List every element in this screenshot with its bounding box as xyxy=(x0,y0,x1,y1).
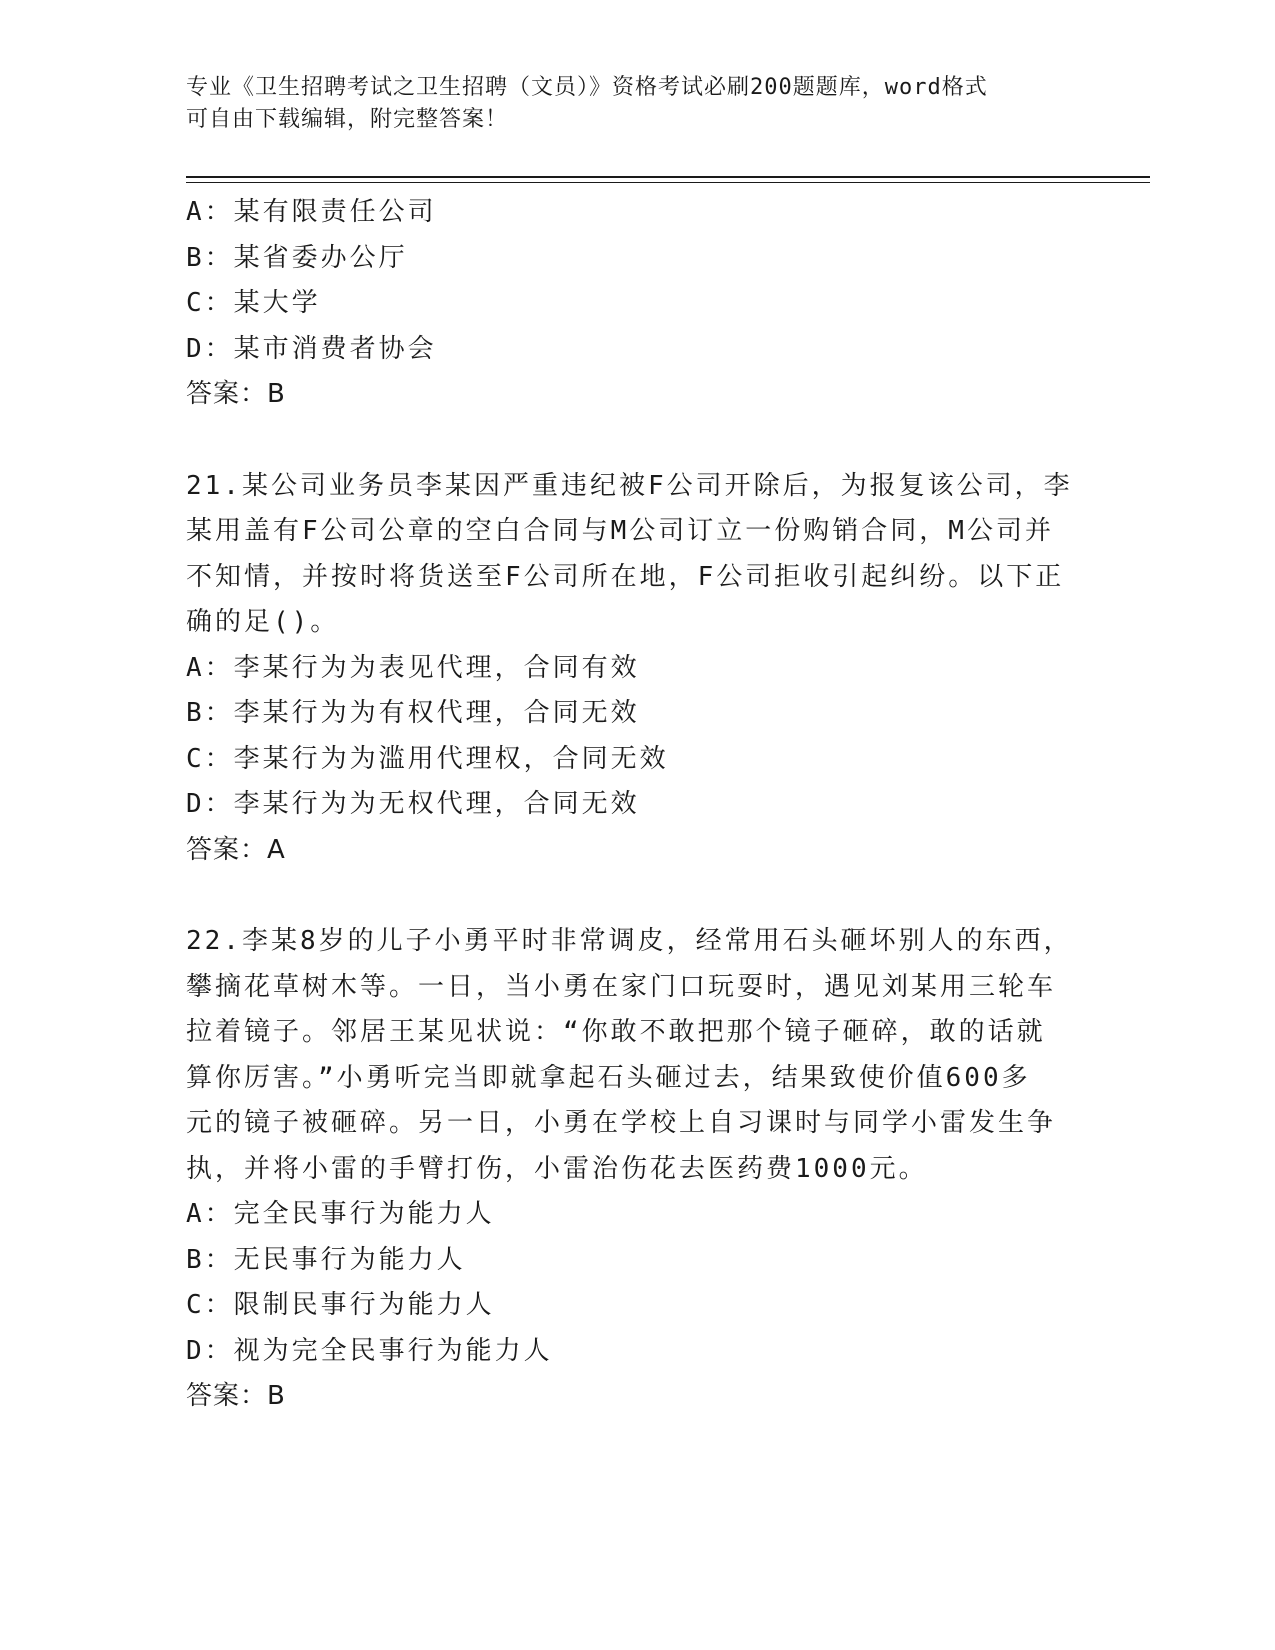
question-stem-line: 执，并将小雷的手臂打伤，小雷治伤花去医药费1000元。 xyxy=(186,1153,928,1184)
question-stem-line: 拉着镜子。邻居王某见状说：“你敢不敢把那个镜子砸碎，敢的话就 xyxy=(186,1017,1046,1047)
option-b: B：李某行为为有权代理，合同无效 xyxy=(186,698,640,728)
option-d: D：某市消费者协会 xyxy=(186,333,437,364)
question-stem-line: 22.李某8岁的儿子小勇平时非常调皮，经常用石头砸坏别人的东西， xyxy=(186,926,1073,956)
question-stem-line: 攀摘花草树木等。一日，当小勇在家门口玩耍时，遇见刘某用三轮车 xyxy=(186,971,1057,1002)
answer: 答案：A xyxy=(186,834,286,865)
question-stem-line: 不知情，并按时将货送至F公司所在地，F公司拒收引起纠纷。以下正 xyxy=(186,561,1065,592)
option-c: C：某大学 xyxy=(186,288,321,318)
spacer xyxy=(186,418,1086,464)
question-stem-line: 21.某公司业务员李某因严重违纪被F公司开除后，为报复该公司，李 xyxy=(186,470,1073,501)
option-c: C：李某行为为滥用代理权，合同无效 xyxy=(186,743,669,774)
question-stem-line: 算你厉害。”小勇听完当即就拿起石头砸过去，结果致使价值600多 xyxy=(186,1062,1031,1093)
question-21 xyxy=(186,464,1086,874)
page-header xyxy=(186,72,1076,136)
question-20 xyxy=(186,190,1086,418)
answer: 答案：B xyxy=(186,1381,286,1411)
option-b: B：无民事行为能力人 xyxy=(186,1244,466,1275)
header-line-2: 可自由下载编辑，附完整答案！ xyxy=(186,107,509,132)
option-c: C：限制民事行为能力人 xyxy=(186,1290,495,1320)
option-a: A：完全民事行为能力人 xyxy=(186,1199,495,1229)
option-d: D：视为完全民事行为能力人 xyxy=(186,1335,553,1366)
option-d: D：李某行为为无权代理，合同无效 xyxy=(186,789,640,819)
option-a: A：某有限责任公司 xyxy=(186,197,437,227)
question-stem-line: 某用盖有F公司公章的空白合同与M公司订立一份购销合同，M公司并 xyxy=(186,516,1054,546)
header-divider-thin xyxy=(186,182,1150,183)
question-stem-line: 元的镜子被砸碎。另一日，小勇在学校上自习课时与同学小雷发生争 xyxy=(186,1108,1057,1138)
header-divider-thick xyxy=(186,176,1150,178)
option-a: A：李某行为为表见代理，合同有效 xyxy=(186,652,640,683)
option-b: B：某省委办公厅 xyxy=(186,242,408,273)
spacer xyxy=(186,873,1086,919)
header-line-1: 专业《卫生招聘考试之卫生招聘（文员）》资格考试必刷200题题库，word格式 xyxy=(186,75,988,100)
question-content xyxy=(186,190,1086,1420)
question-22 xyxy=(186,919,1086,1420)
answer: 答案：B xyxy=(186,379,286,409)
question-stem-line: 确的足()。 xyxy=(186,607,340,637)
